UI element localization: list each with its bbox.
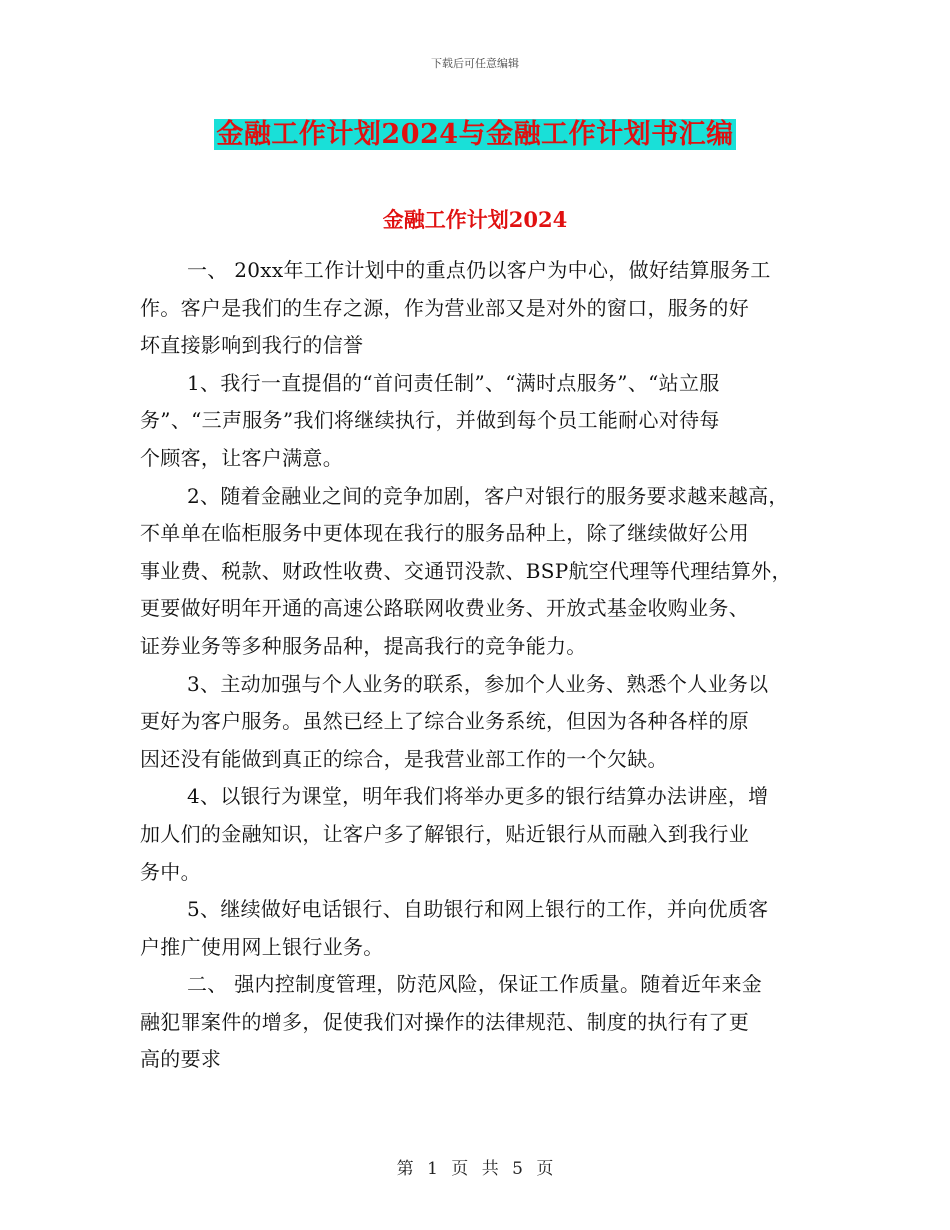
document-title bbox=[0, 112, 950, 151]
text-line: 4、以银行为课堂，明年我们将举办更多的银行结算办法讲座，增 bbox=[187, 784, 769, 809]
text-line: 一、 20xx年工作计划中的重点仍以客户为中心，做好结算服务工 bbox=[187, 258, 771, 282]
text-line: 1、我行一直提倡的“首问责任制”、“满时点服务”、“站立服 bbox=[187, 370, 720, 395]
document-title-text: 金融工作计划2024与金融工作计划书汇编 bbox=[216, 119, 734, 150]
text-line: 高的要求 bbox=[140, 1047, 222, 1072]
text-line: 二、 强内控制度管理，防范风险，保证工作质量。随着近年来金 bbox=[187, 972, 763, 997]
footer-suffix: 页 bbox=[536, 1159, 554, 1179]
text-line: 户推广使用网上银行业务。 bbox=[140, 934, 384, 959]
text-line: 更要做好明年开通的高速公路联网收费业务、开放式基金收购业务、 bbox=[140, 596, 749, 621]
text-line: 务”、“三声服务”我们将继续执行，并做到每个员工能耐心对待每 bbox=[140, 408, 720, 433]
text-line: 加人们的金融知识，让客户多了解银行，贴近银行从而融入到我行业 bbox=[140, 821, 749, 846]
text-line: 坏直接影响到我行的信誉 bbox=[140, 333, 364, 358]
text-line: 作。客户是我们的生存之源，作为营业部又是对外的窗口，服务的好 bbox=[140, 295, 749, 320]
section-title: 金融工作计划2024 bbox=[382, 207, 568, 232]
text-line: 务中。 bbox=[140, 859, 201, 884]
footer-prefix: 第 bbox=[396, 1159, 414, 1179]
text-line: 融犯罪案件的增多，促使我们对操作的法律规范、制度的执行有了更 bbox=[140, 1009, 749, 1034]
footer-total-word: 共 bbox=[481, 1159, 499, 1179]
text-line: 事业费、税款、财政性收费、交通罚没款、BSP航空代理等代理结算外， bbox=[140, 558, 792, 583]
text-line: 个顾客，让客户满意。 bbox=[140, 445, 343, 470]
text-line: 因还没有能做到真正的综合，是我营业部工作的一个欠缺。 bbox=[140, 746, 668, 771]
footer-page-word: 页 bbox=[451, 1159, 469, 1179]
text-line: 3、主动加强与个人业务的联系，参加个人业务、熟悉个人业务以 bbox=[187, 671, 769, 696]
header-note: 下载后可任意编辑 bbox=[431, 57, 519, 70]
page-footer bbox=[0, 1154, 950, 1179]
footer-current-page: 1 bbox=[427, 1159, 438, 1179]
text-line: 更好为客户服务。虽然已经上了综合业务系统，但因为各种各样的原 bbox=[140, 709, 749, 734]
text-line: 2、随着金融业之间的竞争加剧，客户对银行的服务要求越来越高， bbox=[187, 483, 789, 508]
text-line: 5、继续做好电话银行、自助银行和网上银行的工作，并向优质客 bbox=[187, 897, 769, 922]
text-line: 证券业务等多种服务品种，提高我行的竞争能力。 bbox=[140, 633, 587, 658]
text-line: 不单单在临柜服务中更体现在我行的服务品种上，除了继续做好公用 bbox=[140, 521, 749, 546]
body-text bbox=[140, 252, 830, 1079]
footer-total-pages: 5 bbox=[512, 1159, 523, 1179]
